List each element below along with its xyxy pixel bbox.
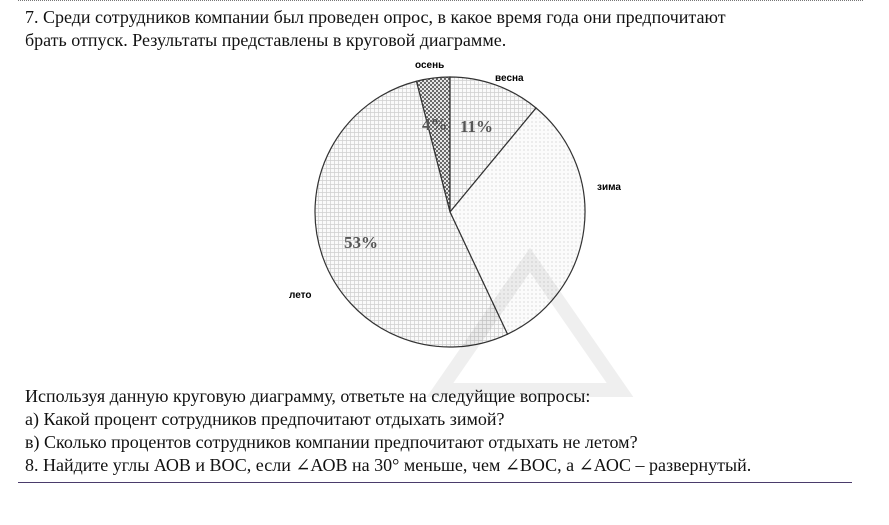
slice-value-leto: 53%: [344, 233, 378, 252]
question-7: [25, 6, 870, 52]
top-divider: [18, 0, 863, 4]
question-8: 8. Найдите углы АОВ и ВОС, если ∠АОВ на 30° меньше, чем ∠ВОС, а ∠АОС – развернутый.: [25, 455, 752, 475]
questions-block: [25, 385, 870, 477]
pie-chart: [250, 52, 650, 362]
question-a: а) Какой процент сотрудников предпочитают отдыхать зимой?: [25, 409, 505, 429]
slice-label-vesna: весна: [495, 73, 524, 84]
question-b: в) Сколько процентов сотрудников компании предпочитают отдыхать не летом?: [25, 432, 638, 452]
slice-label-osen: осень: [415, 60, 445, 71]
slice-value-osen: 4%: [422, 115, 448, 134]
question-7-line-2: брать отпуск. Результаты представлены в круговой диаграмме.: [25, 30, 507, 50]
questions-intro: Используя данную круговую диаграмму, ответьте на следуйщие вопросы:: [25, 386, 591, 406]
bottom-divider: [18, 482, 852, 483]
slice-value-vesna: 11%: [460, 117, 494, 136]
pie-slices: [315, 77, 585, 347]
slice-label-leto: лето: [289, 290, 312, 301]
question-7-line-1: 7. Среди сотрудников компании был проведен опрос, в какое время года они предпочитают: [25, 7, 726, 27]
slice-label-zima: зима: [597, 182, 621, 193]
